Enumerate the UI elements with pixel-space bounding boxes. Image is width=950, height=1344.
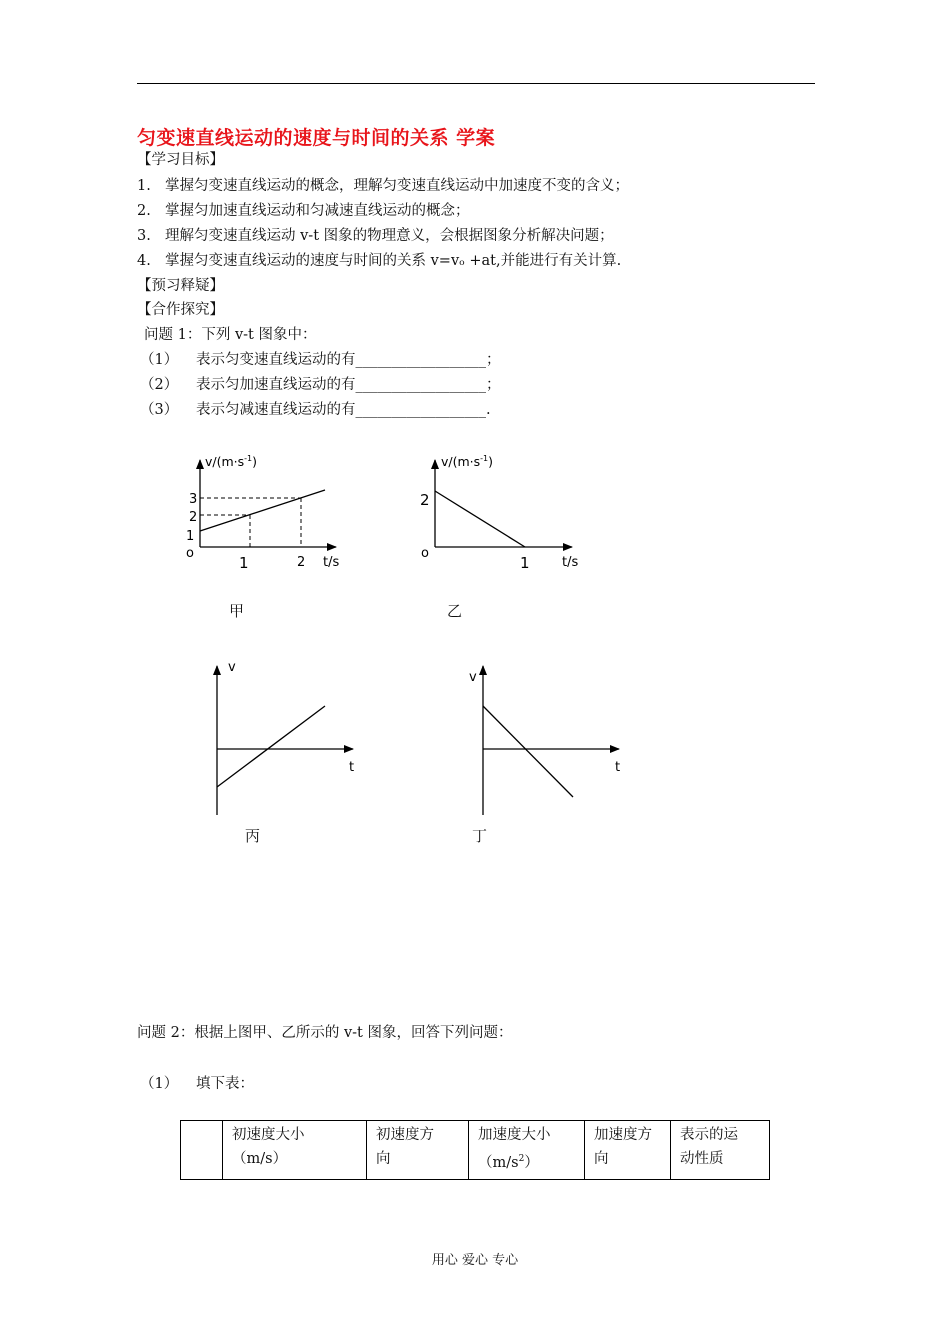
- header-line: 向: [376, 1151, 391, 1167]
- header-line: 初速度大小: [232, 1127, 305, 1143]
- table-header-cell-blank: [181, 1121, 223, 1180]
- objective-number: 4.: [137, 253, 151, 269]
- graph-caption-yi: 乙: [447, 602, 463, 620]
- header-line: 向: [594, 1151, 609, 1167]
- graph-caption-ding: 丁: [472, 827, 488, 845]
- header-text: （m/s: [478, 1154, 519, 1171]
- preview-header: 【预习释疑】: [137, 278, 224, 294]
- x-tick-label: 1: [239, 554, 249, 572]
- y-tick-label: 2: [189, 510, 198, 525]
- item-number: （3）: [140, 402, 179, 418]
- objectives-header: 【学习目标】: [137, 152, 224, 168]
- objective-number: 2.: [137, 203, 151, 219]
- item-number: （1）: [140, 1076, 179, 1092]
- document-title: 匀变速直线运动的速度与时间的关系 学案: [137, 127, 496, 149]
- header-line: [478, 1147, 576, 1175]
- explore-header: 【合作探究】: [137, 302, 224, 318]
- objective-text: 掌握匀变速直线运动的概念，理解匀变速直线运动中加速度不变的含义；: [165, 178, 629, 194]
- item-text: 表示匀减速直线运动的有__________________.: [196, 402, 491, 418]
- y-axis-label: $v/(m\cdot s^{-1})$: [441, 454, 494, 469]
- y-axis-label: $v/(m\cdot s^{-1})$: [205, 454, 258, 469]
- header-superscript: 2: [518, 1154, 525, 1164]
- question2-item: [140, 1074, 254, 1094]
- velocity-line: [483, 706, 573, 797]
- header-line: 表示的运: [680, 1127, 738, 1143]
- question1-prompt: 问题 1：下列 v-t 图象中：: [144, 327, 317, 343]
- objective-text: 理解匀变速直线运动 v-t 图象的物理意义，会根据图象分析解决问题；: [165, 228, 614, 244]
- y-axis-label: v: [469, 670, 477, 685]
- x-tick-label: 2: [297, 555, 306, 570]
- item-text: 填下表：: [196, 1076, 254, 1092]
- page-footer: 用心 爱心 专心: [431, 1253, 519, 1268]
- x-axis-label: t/s: [562, 555, 579, 570]
- velocity-line: [217, 706, 325, 787]
- header-line: 加速度大小: [478, 1127, 551, 1143]
- origin-label: o: [186, 546, 194, 561]
- y-tick-label: 2: [420, 491, 430, 509]
- x-axis-label: t: [615, 760, 621, 775]
- table-header-cell: [671, 1121, 770, 1180]
- objective-text: 掌握匀变速直线运动的速度与时间的关系 v=vₒ +at,并能进行有关计算.: [165, 253, 622, 269]
- header-line: 动性质: [680, 1151, 724, 1167]
- item-number: （1）: [140, 352, 179, 368]
- fill-in-table: [180, 1120, 770, 1180]
- header-line: （m/s）: [232, 1151, 288, 1167]
- question2-prompt: 问题 2：根据上图甲、乙所示的 v-t 图象，回答下列问题：: [137, 1025, 513, 1041]
- item-text: 表示匀加速直线运动的有__________________；: [196, 377, 501, 393]
- y-tick-label: 3: [189, 492, 198, 507]
- y-axis-label: v: [228, 660, 236, 675]
- header-line: 初速度方: [376, 1127, 434, 1143]
- objective-text: 掌握匀加速直线运动和匀减速直线运动的概念；: [165, 203, 470, 219]
- table-header-cell: [367, 1121, 469, 1180]
- graph-caption-bing: 丙: [245, 827, 261, 845]
- table-header-cell: [223, 1121, 367, 1180]
- y-tick-label: 1: [186, 529, 195, 544]
- header-text: ）: [524, 1154, 539, 1171]
- objective-number: 1.: [137, 178, 151, 194]
- graph-caption-jia: 甲: [229, 602, 245, 620]
- x-axis-label: t/s: [323, 555, 340, 570]
- origin-label: o: [421, 546, 429, 561]
- table-header-cell: [585, 1121, 671, 1180]
- item-number: （2）: [140, 377, 179, 393]
- objective-number: 3.: [137, 228, 151, 244]
- x-axis-label: t: [349, 760, 355, 775]
- table-header-row: [181, 1121, 770, 1180]
- velocity-line: [200, 490, 325, 531]
- table-header-cell: [469, 1121, 585, 1180]
- header-line: 加速度方: [594, 1127, 652, 1143]
- x-tick-label: 1: [520, 554, 530, 572]
- item-text: 表示匀变速直线运动的有__________________；: [196, 352, 501, 368]
- velocity-line: [435, 491, 525, 547]
